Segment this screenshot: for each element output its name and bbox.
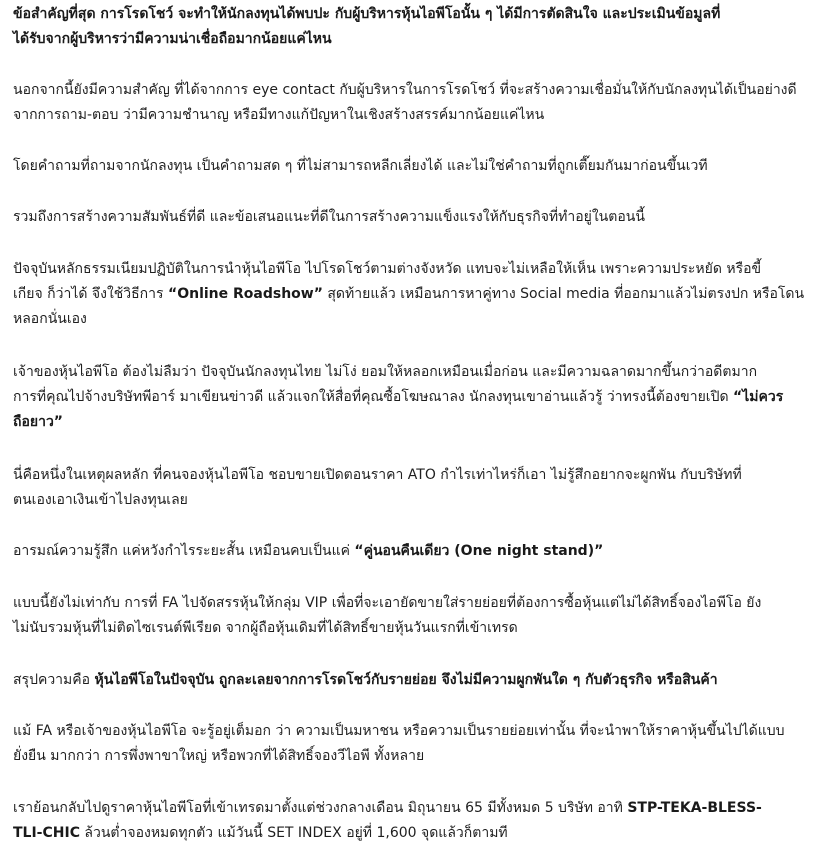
body-text: นอกจากนี้ยังมีความสำคัญ ที่ได้จากการ eye contact กับผู้บริหารในการโรดโชว์ ที่จะสร้างความเชื่อมั่นให้กับนักลงทุนได้เป็นอย่างดี bbox=[13, 82, 797, 98]
text-line bbox=[13, 27, 803, 52]
body-text: แม้ FA หรือเจ้าของหุ้นไอพีโอ จะรู้อยู่เต็มอก ว่า ความเป็นมหาชน หรือความเป็นรายย่อยเท่านั้น ที่จะนำพาให้ราคาหุ้นขึ้นไปได้แบบ bbox=[13, 723, 785, 739]
bold-text: “Online Roadshow” bbox=[168, 286, 323, 302]
body-text: เราย้อนกลับไปดูราคาหุ้นไอพีโอที่เข้าเทรดมาตั้งแต่ช่วงกลางเดือน มิถุนายน 65 มีทั้งหมด 5 บริษัท อาทิ bbox=[13, 800, 628, 816]
text-line bbox=[13, 463, 803, 488]
bold-text: “ไม่ควร bbox=[733, 389, 784, 405]
text-line bbox=[13, 205, 803, 230]
text-line bbox=[13, 2, 803, 27]
text-line bbox=[13, 821, 803, 846]
body-text: นี่คือหนึ่งในเหตุผลหลัก ที่คนจองหุ้นไอพีโอ ชอบขายเปิดตอนราคา ATO กำไรเท่าไหร่ก็เอา ไม่รู้สึกอยากจะผูกพัน กับบริษัทที่ bbox=[13, 467, 742, 483]
body-text: สรุปความคือ bbox=[13, 672, 95, 688]
body-text: เจ้าของหุ้นไอพีโอ ต้องไม่ลืมว่า ปัจจุบันนักลงทุนไทย ไม่โง่ ยอมให้หลอกเหมือนเมื่อก่อน และมีความฉลาดมากขึ้นกว่าอดีตมาก bbox=[13, 364, 758, 380]
body-text: ยั่งยืน มากกว่า การพึ่งพาขาใหญ่ หรือพวกที่ได้สิทธิ์จองวีไอพี ทั้งหลาย bbox=[13, 748, 425, 764]
text-line bbox=[13, 385, 803, 410]
text-line bbox=[13, 668, 803, 693]
bold-text: TLI-CHIC bbox=[13, 825, 80, 841]
text-line bbox=[13, 796, 803, 821]
paragraph-12 bbox=[13, 796, 803, 846]
body-text: โดยคำถามที่ถามจากนักลงทุน เป็นคำถามสด ๆ ที่ไม่สามารถหลีกเลี่ยงได้ และไม่ใช่คำถามที่ถูกเตี๊ยมกันมาก่อนขึ้นเวที bbox=[13, 158, 708, 174]
paragraph-11 bbox=[13, 719, 803, 769]
body-text: หลอกนั่นเอง bbox=[13, 311, 87, 327]
text-line bbox=[13, 410, 803, 435]
text-line bbox=[13, 616, 803, 641]
body-text: อารมณ์ความรู้สึก แค่หวังกำไรระยะสั้น เหมือนคบเป็นแค่ bbox=[13, 543, 355, 559]
body-text: แบบนี้ยังไม่เท่ากับ การที่ FA ไปจัดสรรหุ้นให้กลุ่ม VIP เพื่อที่จะเอายัดขายใส่รายย่อยที่ต้องการซื้อหุ้นแต่ไม่ได้สิทธิ์จองไอพีโอ ยัง bbox=[13, 595, 762, 611]
text-line bbox=[13, 591, 803, 616]
text-line bbox=[13, 488, 803, 513]
text-line bbox=[13, 360, 803, 385]
text-line bbox=[13, 744, 803, 769]
paragraph-6 bbox=[13, 360, 803, 435]
paragraph-2 bbox=[13, 78, 803, 128]
text-line bbox=[13, 719, 803, 744]
text-line bbox=[13, 103, 803, 128]
paragraph-5 bbox=[13, 257, 803, 332]
body-text: การที่คุณไปจ้างบริษัทพีอาร์ มาเขียนข่าวดี แล้วแจกให้สื่อที่คุณซื้อโฆษณาลง นักลงทุนเขาอ่านแล้วรู้ ว่าทรงนี้ต้องขายเปิด bbox=[13, 389, 733, 405]
bold-text: หุ้นไอพีโอในปัจจุบัน ถูกละเลยจากการโรดโชว์กับรายย่อย จึงไม่มีความผูกพันใด ๆ กับตัวธุรกิจ หรือสินค้า bbox=[94, 672, 718, 688]
paragraph-8 bbox=[13, 539, 803, 564]
text-line bbox=[13, 307, 803, 332]
bold-text: ถือยาว” bbox=[13, 414, 64, 430]
bold-text: STP-TEKA-BLESS- bbox=[627, 800, 762, 816]
body-text: ตนเองเอาเงินเข้าไปลงทุนเลย bbox=[13, 492, 188, 508]
bold-text: “คู่นอนคืนเดียว (One night stand)” bbox=[354, 543, 604, 559]
body-text: ล้วนต่ำจองหมดทุกตัว แม้วันนี้ SET INDEX อยู่ที่ 1,600 จุดแล้วก็ตามที bbox=[79, 825, 508, 841]
paragraph-9 bbox=[13, 591, 803, 641]
body-text: ปัจจุบันหลักธรรมเนียมปฏิบัติในการนำหุ้นไอพีโอ ไปโรดโชว์ตามต่างจังหวัด แทบจะไม่เหลือให้เห็น เพราะความประหยัด หรือขี้ bbox=[13, 261, 762, 277]
body-text: สุดท้ายแล้ว เหมือนการหาคู่ทาง Social media ที่ออกมาแล้วไม่ตรงปก หรือโดน bbox=[322, 286, 805, 302]
paragraph-4 bbox=[13, 205, 803, 230]
text-line bbox=[13, 539, 803, 564]
paragraph-10 bbox=[13, 668, 803, 693]
body-text: รวมถึงการสร้างความสัมพันธ์ที่ดี และข้อเสนอแนะที่ดีในการสร้างความแข็งแรงให้กับธุรกิจที่ทำอยู่ในตอนนี้ bbox=[13, 209, 645, 225]
bold-text: ได้รับจากผู้บริหารว่ามีความน่าเชื่อถือมากน้อยแค่ไหน bbox=[13, 31, 332, 47]
body-text: จากการถาม-ตอบ ว่ามีความชำนาญ หรือมีทางแก้ปัญหาในเชิงสร้างสรรค์มากน้อยแค่ไหน bbox=[13, 107, 545, 123]
paragraph-3 bbox=[13, 154, 803, 179]
paragraph-7 bbox=[13, 463, 803, 513]
body-text: เกียจ ก็ว่าได้ จึงใช้วิธีการ bbox=[13, 286, 168, 302]
body-text: ไม่นับรวมหุ้นที่ไม่ติดไซเรนต์พีเรียด จากผู้ถือหุ้นเดิมที่ได้สิทธิ์ขายหุ้นวันแรกที่เข้าเทรด bbox=[13, 620, 518, 636]
text-line bbox=[13, 154, 803, 179]
text-line bbox=[13, 282, 803, 307]
bold-text: ข้อสำคัญที่สุด การโรดโชว์ จะทำให้นักลงทุนได้พบปะ กับผู้บริหารหุ้นไอพีโอนั้น ๆ ได้มีการตัดสินใจ และประเมินข้อมูลที่ bbox=[13, 6, 721, 22]
paragraph-1 bbox=[13, 2, 803, 52]
text-line bbox=[13, 257, 803, 282]
text-line bbox=[13, 78, 803, 103]
